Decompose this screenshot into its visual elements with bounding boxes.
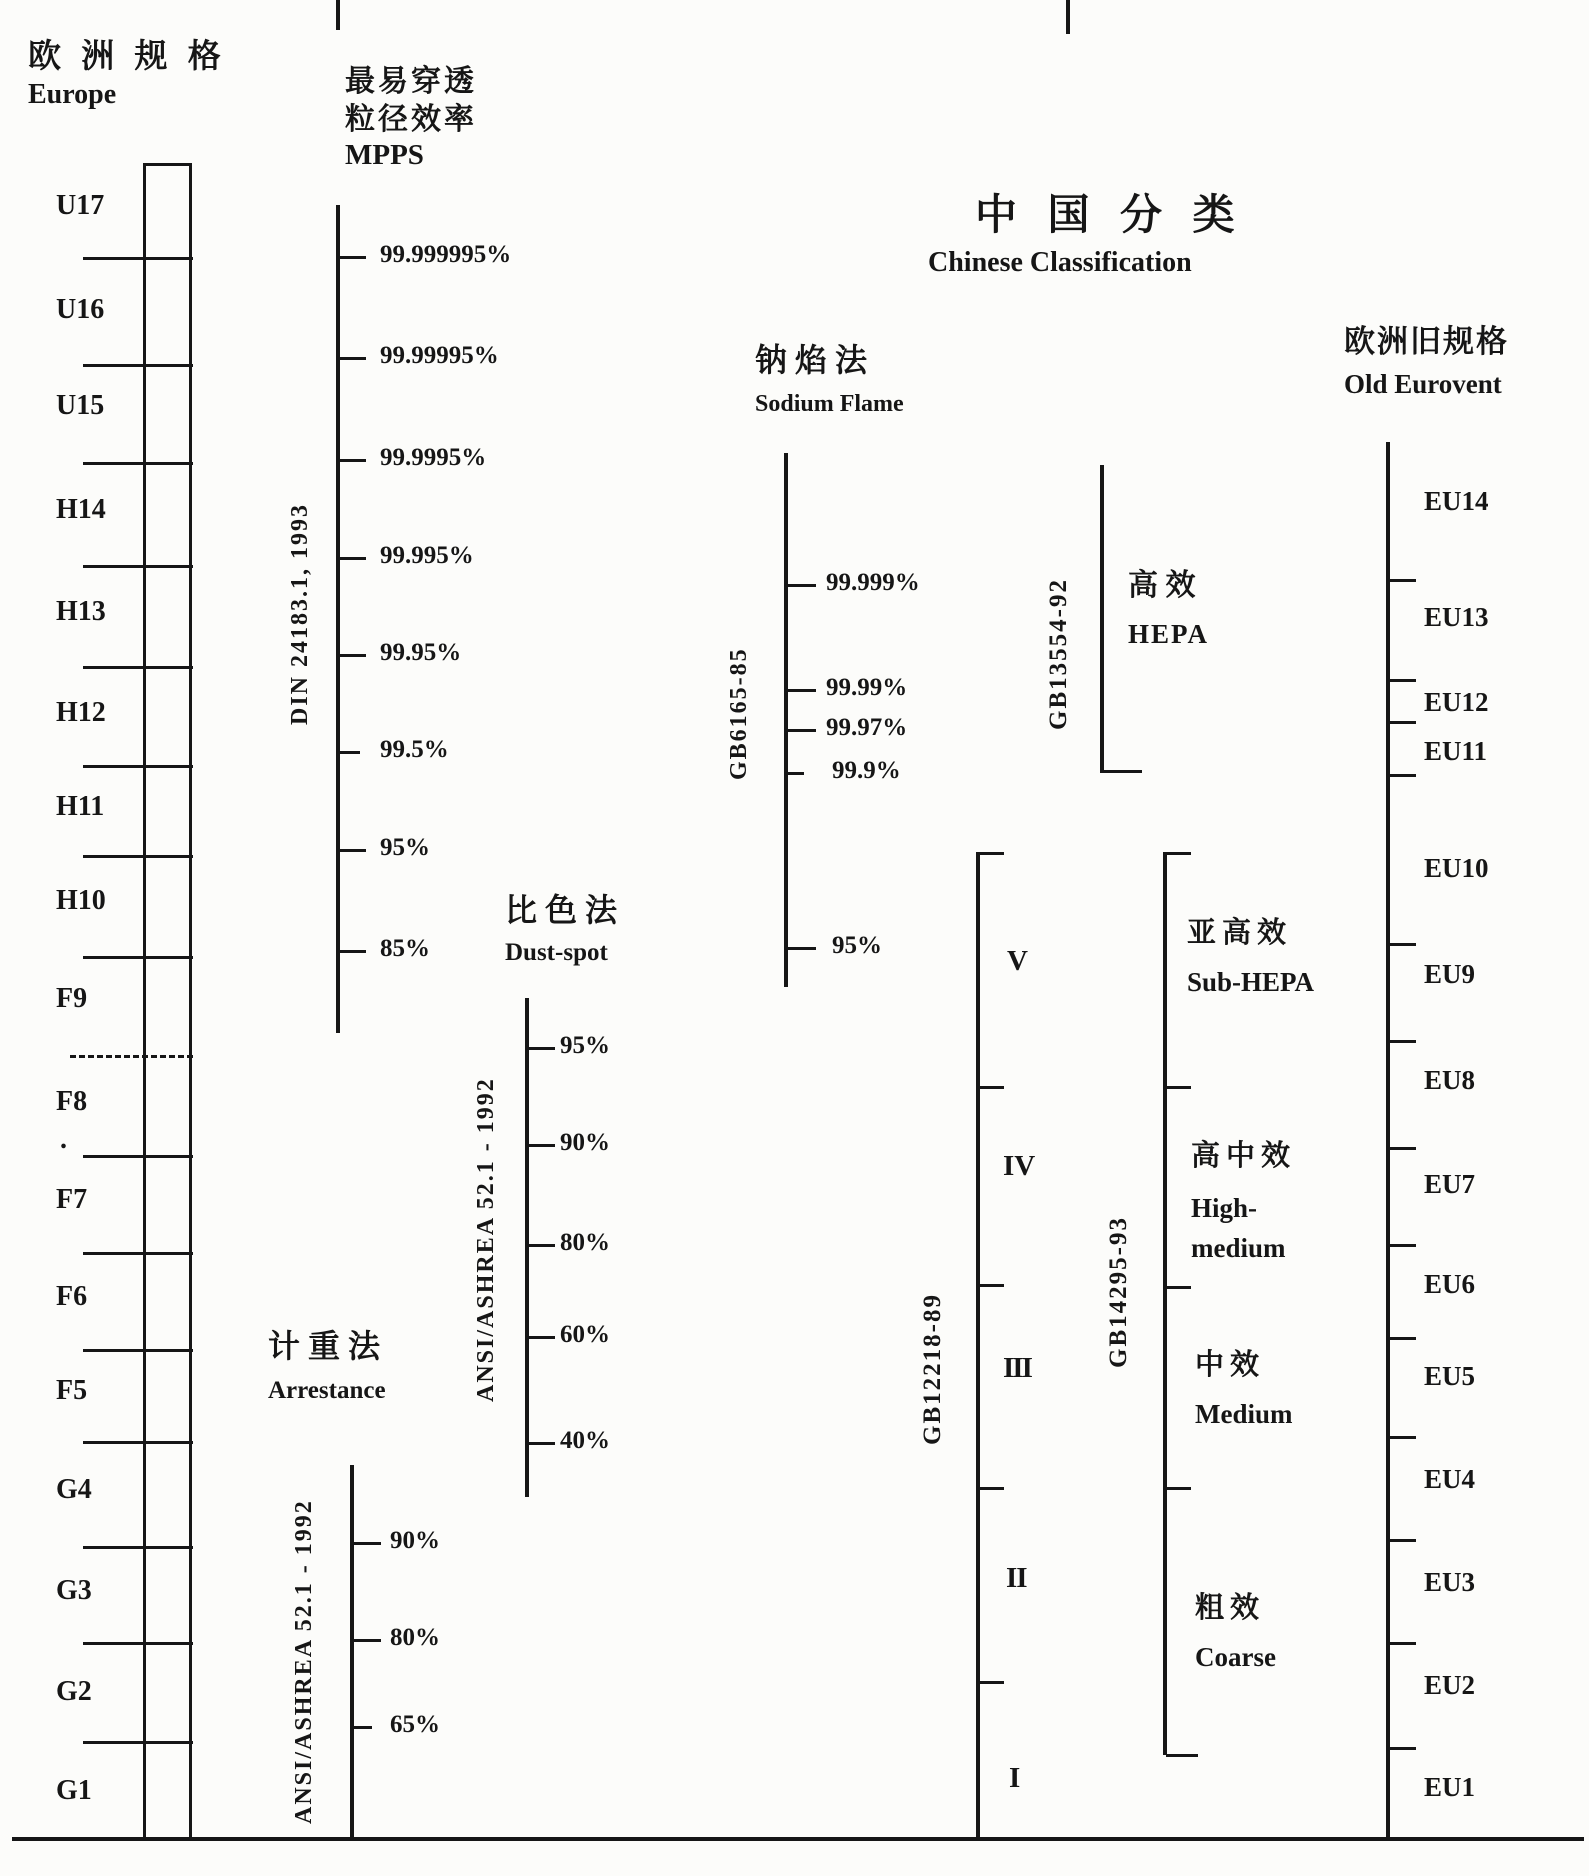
arrestance-tick — [350, 1542, 381, 1545]
europe-class: U15 — [56, 390, 105, 421]
eurovent-class: EU10 — [1424, 853, 1489, 883]
europe-class: G2 — [56, 1676, 92, 1707]
arrestance-tick-label: 90% — [390, 1527, 440, 1554]
class-divider — [83, 1155, 193, 1158]
europe-class: U16 — [56, 294, 105, 325]
eurovent-class: EU2 — [1424, 1670, 1476, 1700]
class-divider — [83, 1546, 193, 1549]
europe-title-en: Europe — [28, 79, 117, 110]
sodium-tick-label: 95% — [832, 932, 882, 959]
europe-class: H14 — [56, 494, 106, 525]
grades-tick — [976, 1681, 1004, 1684]
categories-tick — [1163, 1286, 1191, 1289]
category-cn: 亚高效 — [1187, 917, 1293, 949]
category-en: medium — [1191, 1233, 1286, 1263]
sodium-tick-label: 99.9% — [832, 757, 901, 784]
mpps-tick — [336, 256, 366, 259]
europe-title-cn: 欧 洲 规 格 — [28, 39, 227, 75]
arrestance-title-cn: 计 重 法 — [268, 1328, 381, 1364]
class-divider-dashed — [70, 1055, 193, 1058]
eurovent-class: EU4 — [1424, 1464, 1476, 1494]
categories-bracket-top-foot — [1163, 852, 1191, 855]
eurovent-class: EU5 — [1424, 1361, 1476, 1391]
scan-mark — [336, 0, 340, 30]
eurovent-class: EU12 — [1424, 687, 1489, 717]
sodium-tick — [784, 729, 816, 732]
mpps-tick — [336, 459, 366, 462]
class-divider — [83, 956, 193, 959]
eurovent-class: EU8 — [1424, 1065, 1476, 1095]
sodium-standard-label: GB6165-85 — [726, 647, 752, 780]
sodium-title-en: Sodium Flame — [755, 391, 904, 417]
grades-tick — [976, 1086, 1004, 1089]
grade-numeral: V — [1007, 945, 1028, 977]
europe-class: F9 — [56, 983, 88, 1014]
mpps-tick — [336, 950, 366, 953]
eurovent-tick — [1386, 679, 1416, 682]
arrestance-standard-label: ANSI/ASHREA 52.1 - 1992 — [291, 1499, 317, 1824]
grades-standard-label: GB12218-89 — [919, 1293, 946, 1445]
mpps-tick-label: 99.5% — [380, 736, 449, 763]
europe-class: F8 — [56, 1086, 88, 1117]
class-divider — [83, 364, 193, 367]
eurovent-axis-line — [1386, 442, 1390, 1840]
eurovent-tick — [1386, 1040, 1416, 1043]
eurovent-class: EU11 — [1424, 736, 1488, 766]
sodium-tick — [784, 772, 804, 775]
eurovent-class: EU3 — [1424, 1567, 1476, 1597]
sodium-axis-line — [784, 453, 788, 987]
dust-spot-standard-label: ANSI/ASHREA 52.1 - 1992 — [473, 1077, 499, 1402]
eurovent-class: EU6 — [1424, 1269, 1476, 1299]
eurovent-tick — [1386, 943, 1416, 946]
europe-class: U17 — [56, 190, 105, 221]
hepa-label-cn: 高 效 — [1128, 569, 1196, 602]
europe-class: F6 — [56, 1281, 88, 1312]
category-en: Coarse — [1195, 1642, 1276, 1672]
eurovent-title-en: Old Eurovent — [1344, 369, 1502, 399]
europe-scale-left-line — [143, 163, 146, 1840]
grade-numeral: IV — [1003, 1150, 1036, 1182]
class-divider — [83, 257, 193, 260]
class-divider — [83, 1349, 193, 1352]
mpps-axis-line — [336, 205, 340, 1033]
eurovent-tick — [1386, 1147, 1416, 1150]
europe-class: H11 — [56, 791, 105, 822]
dust-spot-tick-label: 90% — [560, 1129, 610, 1156]
sodium-tick-label: 99.97% — [826, 714, 908, 741]
category-cn: 粗效 — [1195, 1592, 1266, 1624]
category-en: Sub-HEPA — [1187, 967, 1315, 997]
europe-class: H10 — [56, 885, 106, 916]
grade-numeral: II — [1006, 1562, 1027, 1594]
class-divider — [83, 765, 193, 768]
mpps-tick — [336, 557, 366, 560]
sodium-title-cn: 钠 焰 法 — [755, 342, 868, 378]
hepa-bracket-foot — [1100, 770, 1142, 773]
mpps-tick — [336, 849, 366, 852]
dust-spot-tick-label: 95% — [560, 1032, 610, 1059]
dust-spot-tick-label: 40% — [560, 1427, 610, 1454]
europe-class: F5 — [56, 1375, 88, 1406]
hepa-bracket-line — [1100, 465, 1104, 773]
eurovent-class: EU13 — [1424, 602, 1489, 632]
dust-spot-tick-label: 60% — [560, 1321, 610, 1348]
category-cn: 中效 — [1195, 1349, 1266, 1381]
sodium-tick — [784, 584, 816, 587]
eurovent-tick — [1386, 721, 1416, 724]
europe-class: F7 — [56, 1184, 88, 1215]
grade-numeral: I — [1009, 1762, 1021, 1794]
categories-bracket-line — [1163, 852, 1167, 1755]
dust-spot-tick — [525, 1336, 555, 1339]
europe-scale-top-cap — [143, 163, 192, 166]
dust-spot-axis-line — [525, 998, 529, 1497]
categories-bracket-bottom-foot — [1166, 1754, 1198, 1757]
class-divider — [83, 1252, 193, 1255]
class-divider — [83, 666, 193, 669]
mpps-tick-label: 99.99995% — [380, 342, 499, 369]
eurovent-tick — [1386, 1337, 1416, 1340]
grades-bracket-line — [976, 852, 980, 1840]
arrestance-title-en: Arrestance — [268, 1377, 386, 1404]
mpps-tick-label: 99.95% — [380, 639, 462, 666]
class-divider — [83, 855, 193, 858]
class-divider — [83, 1741, 193, 1744]
scan-dot: . — [60, 1124, 67, 1155]
dust-spot-title-cn: 比 色 法 — [505, 892, 618, 928]
scan-mark — [1066, 0, 1070, 34]
mpps-tick-label: 99.999995% — [380, 241, 512, 268]
sodium-tick — [784, 689, 816, 692]
grades-tick — [976, 1487, 1004, 1490]
mpps-tick — [336, 357, 366, 360]
eurovent-class: EU9 — [1424, 959, 1476, 989]
sodium-tick-label: 99.99% — [826, 674, 908, 701]
dust-spot-tick — [525, 1442, 555, 1445]
grades-bracket-top-foot — [976, 852, 1004, 855]
classification-title-en: Chinese Classification — [928, 247, 1192, 278]
hepa-standard-label: GB13554-92 — [1045, 578, 1072, 730]
dust-spot-tick — [525, 1047, 555, 1050]
mpps-tick-label: 85% — [380, 935, 430, 962]
eurovent-tick — [1386, 1747, 1416, 1750]
class-divider — [83, 1441, 193, 1444]
grades-tick — [976, 1284, 1004, 1287]
eurovent-class: EU14 — [1424, 486, 1489, 516]
category-en: High- — [1191, 1193, 1258, 1223]
eurovent-tick — [1386, 1642, 1416, 1645]
mpps-title-en: MPPS — [345, 139, 424, 171]
dust-spot-tick-label: 80% — [560, 1229, 610, 1256]
eurovent-class: EU1 — [1424, 1772, 1476, 1802]
dust-spot-tick — [525, 1244, 555, 1247]
europe-class: G1 — [56, 1775, 92, 1806]
eurovent-class: EU7 — [1424, 1169, 1476, 1199]
mpps-title-cn-line2: 粒径效率 — [345, 103, 477, 136]
arrestance-tick-label: 65% — [390, 1711, 440, 1738]
dust-spot-title-en: Dust-spot — [505, 939, 608, 966]
category-en: Medium — [1195, 1399, 1293, 1429]
categories-tick — [1163, 1487, 1191, 1490]
mpps-tick-label: 99.9995% — [380, 444, 487, 471]
arrestance-tick — [350, 1639, 381, 1642]
arrestance-axis-line — [350, 1465, 354, 1840]
europe-class: H12 — [56, 697, 106, 728]
mpps-tick — [336, 751, 360, 754]
mpps-standard-label: DIN 24183.1, 1993 — [287, 502, 313, 725]
dust-spot-tick — [525, 1144, 555, 1147]
eurovent-tick — [1386, 1436, 1416, 1439]
mpps-tick — [336, 654, 366, 657]
categories-standard-label: GB14295-93 — [1105, 1216, 1132, 1368]
sodium-tick — [784, 947, 816, 950]
categories-tick — [1163, 1086, 1191, 1089]
mpps-title-cn-line1: 最易穿透 — [345, 65, 477, 98]
arrestance-tick-label: 80% — [390, 1624, 440, 1651]
hepa-label-en: HEPA — [1128, 619, 1209, 649]
class-divider — [83, 462, 193, 465]
eurovent-title-cn: 欧洲旧规格 — [1344, 324, 1509, 359]
baseline — [12, 1837, 1584, 1841]
eurovent-tick — [1386, 1244, 1416, 1247]
class-divider — [83, 1642, 193, 1645]
europe-class: G3 — [56, 1575, 92, 1606]
eurovent-tick — [1386, 1539, 1416, 1542]
class-divider — [83, 565, 193, 568]
arrestance-tick — [350, 1726, 372, 1729]
sodium-tick-label: 99.999% — [826, 569, 920, 596]
mpps-tick-label: 95% — [380, 834, 430, 861]
eurovent-tick — [1386, 774, 1416, 777]
classification-title-cn: 中 国 分 类 — [975, 193, 1245, 239]
europe-class: G4 — [56, 1474, 92, 1505]
europe-class: H13 — [56, 596, 106, 627]
eurovent-tick — [1386, 579, 1416, 582]
category-cn: 高中效 — [1191, 1140, 1297, 1172]
mpps-tick-label: 99.995% — [380, 542, 474, 569]
grade-numeral: III — [1003, 1352, 1031, 1384]
europe-scale-right-line — [189, 163, 192, 1840]
